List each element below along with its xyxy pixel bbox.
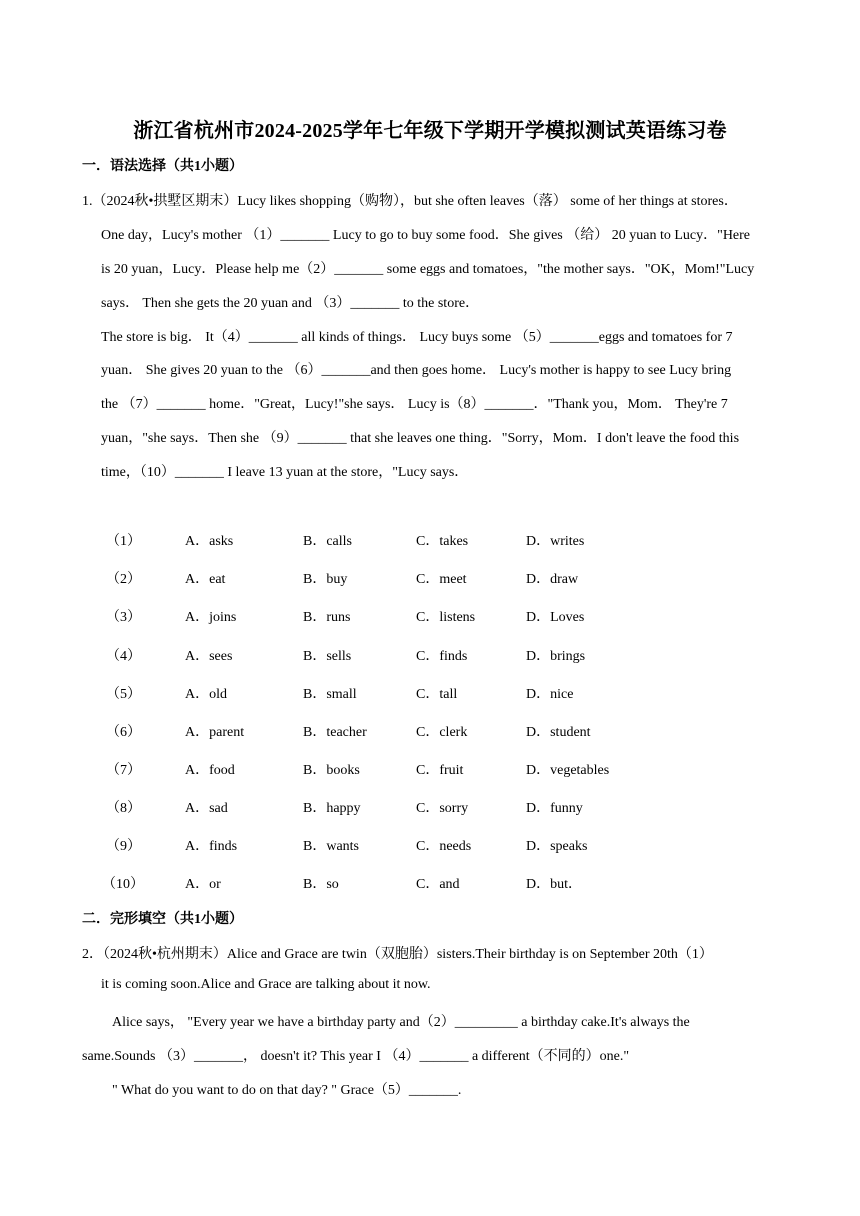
document-title: 浙江省杭州市2024-2025学年七年级下学期开学模拟测试英语练习卷	[133, 120, 727, 142]
q1-line: the （7）_______ home．"Great，Lucy!"she says． Lucy is（8）_______．"Thank you，Mom． They're 7	[101, 397, 728, 412]
option-number: （2）	[106, 572, 141, 587]
option-d[interactable]: D．speaks	[526, 839, 588, 854]
option-d[interactable]: D．Loves	[526, 610, 585, 625]
option-row	[0, 759, 860, 779]
option-c[interactable]: C．fruit	[416, 763, 464, 778]
q1-line: The store is big． It（4）_______ all kinds of things． Lucy buys some （5）_______eggs and tomatoes for 7	[101, 330, 733, 345]
option-a[interactable]: A．sad	[185, 801, 228, 816]
option-b[interactable]: B．wants	[303, 839, 359, 854]
section-heading-cloze: 二．完形填空（共1小题）	[82, 912, 243, 927]
option-b[interactable]: B．so	[303, 877, 339, 892]
option-c[interactable]: C．takes	[416, 534, 469, 549]
q1-line: yuan． She gives 20 yuan to the （6）_______and then goes home． Lucy's mother is happy to see Lucy bring	[101, 363, 732, 378]
option-c[interactable]: C．meet	[416, 572, 467, 587]
q2-line: " What do you want to do on that day? " Grace（5）_______.	[112, 1083, 462, 1098]
q1-line: says． Then she gets the 20 yuan and （3）_______ to the store．	[101, 296, 480, 311]
option-b[interactable]: B．teacher	[303, 725, 367, 740]
option-c[interactable]: C．and	[416, 877, 460, 892]
option-b[interactable]: B．calls	[303, 534, 352, 549]
option-number: （4）	[106, 649, 141, 664]
option-row	[0, 530, 860, 550]
option-a[interactable]: A．eat	[185, 572, 226, 587]
q2-line: 2．（2024秋•杭州期末）Alice and Grace are twin（双胞胎）sisters.Their birthday is on September 20th（1）	[82, 947, 713, 962]
option-number: （8）	[106, 801, 141, 816]
option-number: （5）	[106, 687, 141, 702]
option-number: （1）	[106, 534, 141, 549]
q1-line: One day，Lucy's mother （1）_______ Lucy to go to buy some food．She gives （给） 20 yuan to Lucy．"Here	[101, 228, 751, 243]
option-d[interactable]: D．brings	[526, 649, 586, 664]
q1-line: is 20 yuan，Lucy．Please help me（2）_______ some eggs and tomatoes，"the mother says．"OK，Mom!"Lucy	[101, 262, 755, 277]
option-d[interactable]: D．student	[526, 725, 591, 740]
q2-line: Alice says， "Every year we have a birthday party and（2）_________ a birthday cake.It's always the	[112, 1015, 690, 1030]
option-number: （3）	[106, 610, 141, 625]
option-c[interactable]: C．clerk	[416, 725, 468, 740]
option-row	[0, 797, 860, 817]
section-heading-grammar: 一．语法选择（共1小题）	[82, 159, 243, 174]
option-a[interactable]: A．food	[185, 763, 235, 778]
option-a[interactable]: A．asks	[185, 534, 234, 549]
option-row	[0, 835, 860, 855]
option-number: （6）	[106, 725, 141, 740]
option-row	[0, 606, 860, 626]
option-a[interactable]: A．sees	[185, 649, 233, 664]
option-d[interactable]: D．vegetables	[526, 763, 610, 778]
q1-line: 1.（2024秋•拱墅区期末）Lucy likes shopping（购物），but she often leaves（落） some of her things at stores．	[82, 194, 738, 209]
option-c[interactable]: C．tall	[416, 687, 458, 702]
q2-line: it is coming soon.Alice and Grace are talking about it now.	[101, 977, 431, 992]
option-b[interactable]: B．buy	[303, 572, 348, 587]
option-a[interactable]: A．or	[185, 877, 221, 892]
option-d[interactable]: D．but．	[526, 877, 582, 892]
option-number: （7）	[106, 763, 141, 778]
option-number: （9）	[106, 839, 141, 854]
option-row	[0, 721, 860, 741]
option-b[interactable]: B．small	[303, 687, 357, 702]
option-number: （10）	[102, 877, 144, 892]
option-row	[0, 873, 860, 893]
option-d[interactable]: D．draw	[526, 572, 579, 587]
option-row	[0, 683, 860, 703]
option-c[interactable]: C．finds	[416, 649, 468, 664]
option-d[interactable]: D．funny	[526, 801, 583, 816]
option-row	[0, 568, 860, 588]
option-row	[0, 645, 860, 665]
q1-line: time，（10）_______ I leave 13 yuan at the store，"Lucy says．	[101, 465, 469, 480]
option-c[interactable]: C．listens	[416, 610, 476, 625]
q2-line: same.Sounds （3）_______， doesn't it? This year I （4）_______ a different（不同的）one."	[82, 1049, 630, 1064]
option-d[interactable]: D．nice	[526, 687, 574, 702]
option-a[interactable]: A．finds	[185, 839, 238, 854]
option-a[interactable]: A．old	[185, 687, 227, 702]
option-a[interactable]: A．parent	[185, 725, 245, 740]
option-b[interactable]: B．sells	[303, 649, 352, 664]
option-b[interactable]: B．runs	[303, 610, 351, 625]
option-a[interactable]: A．joins	[185, 610, 237, 625]
option-d[interactable]: D．writes	[526, 534, 585, 549]
option-b[interactable]: B．happy	[303, 801, 361, 816]
option-c[interactable]: C．sorry	[416, 801, 469, 816]
option-b[interactable]: B．books	[303, 763, 360, 778]
option-c[interactable]: C．needs	[416, 839, 472, 854]
q1-line: yuan，"she says．Then she （9）_______ that she leaves one thing．"Sorry，Mom．I don't leave the food this	[101, 431, 740, 446]
